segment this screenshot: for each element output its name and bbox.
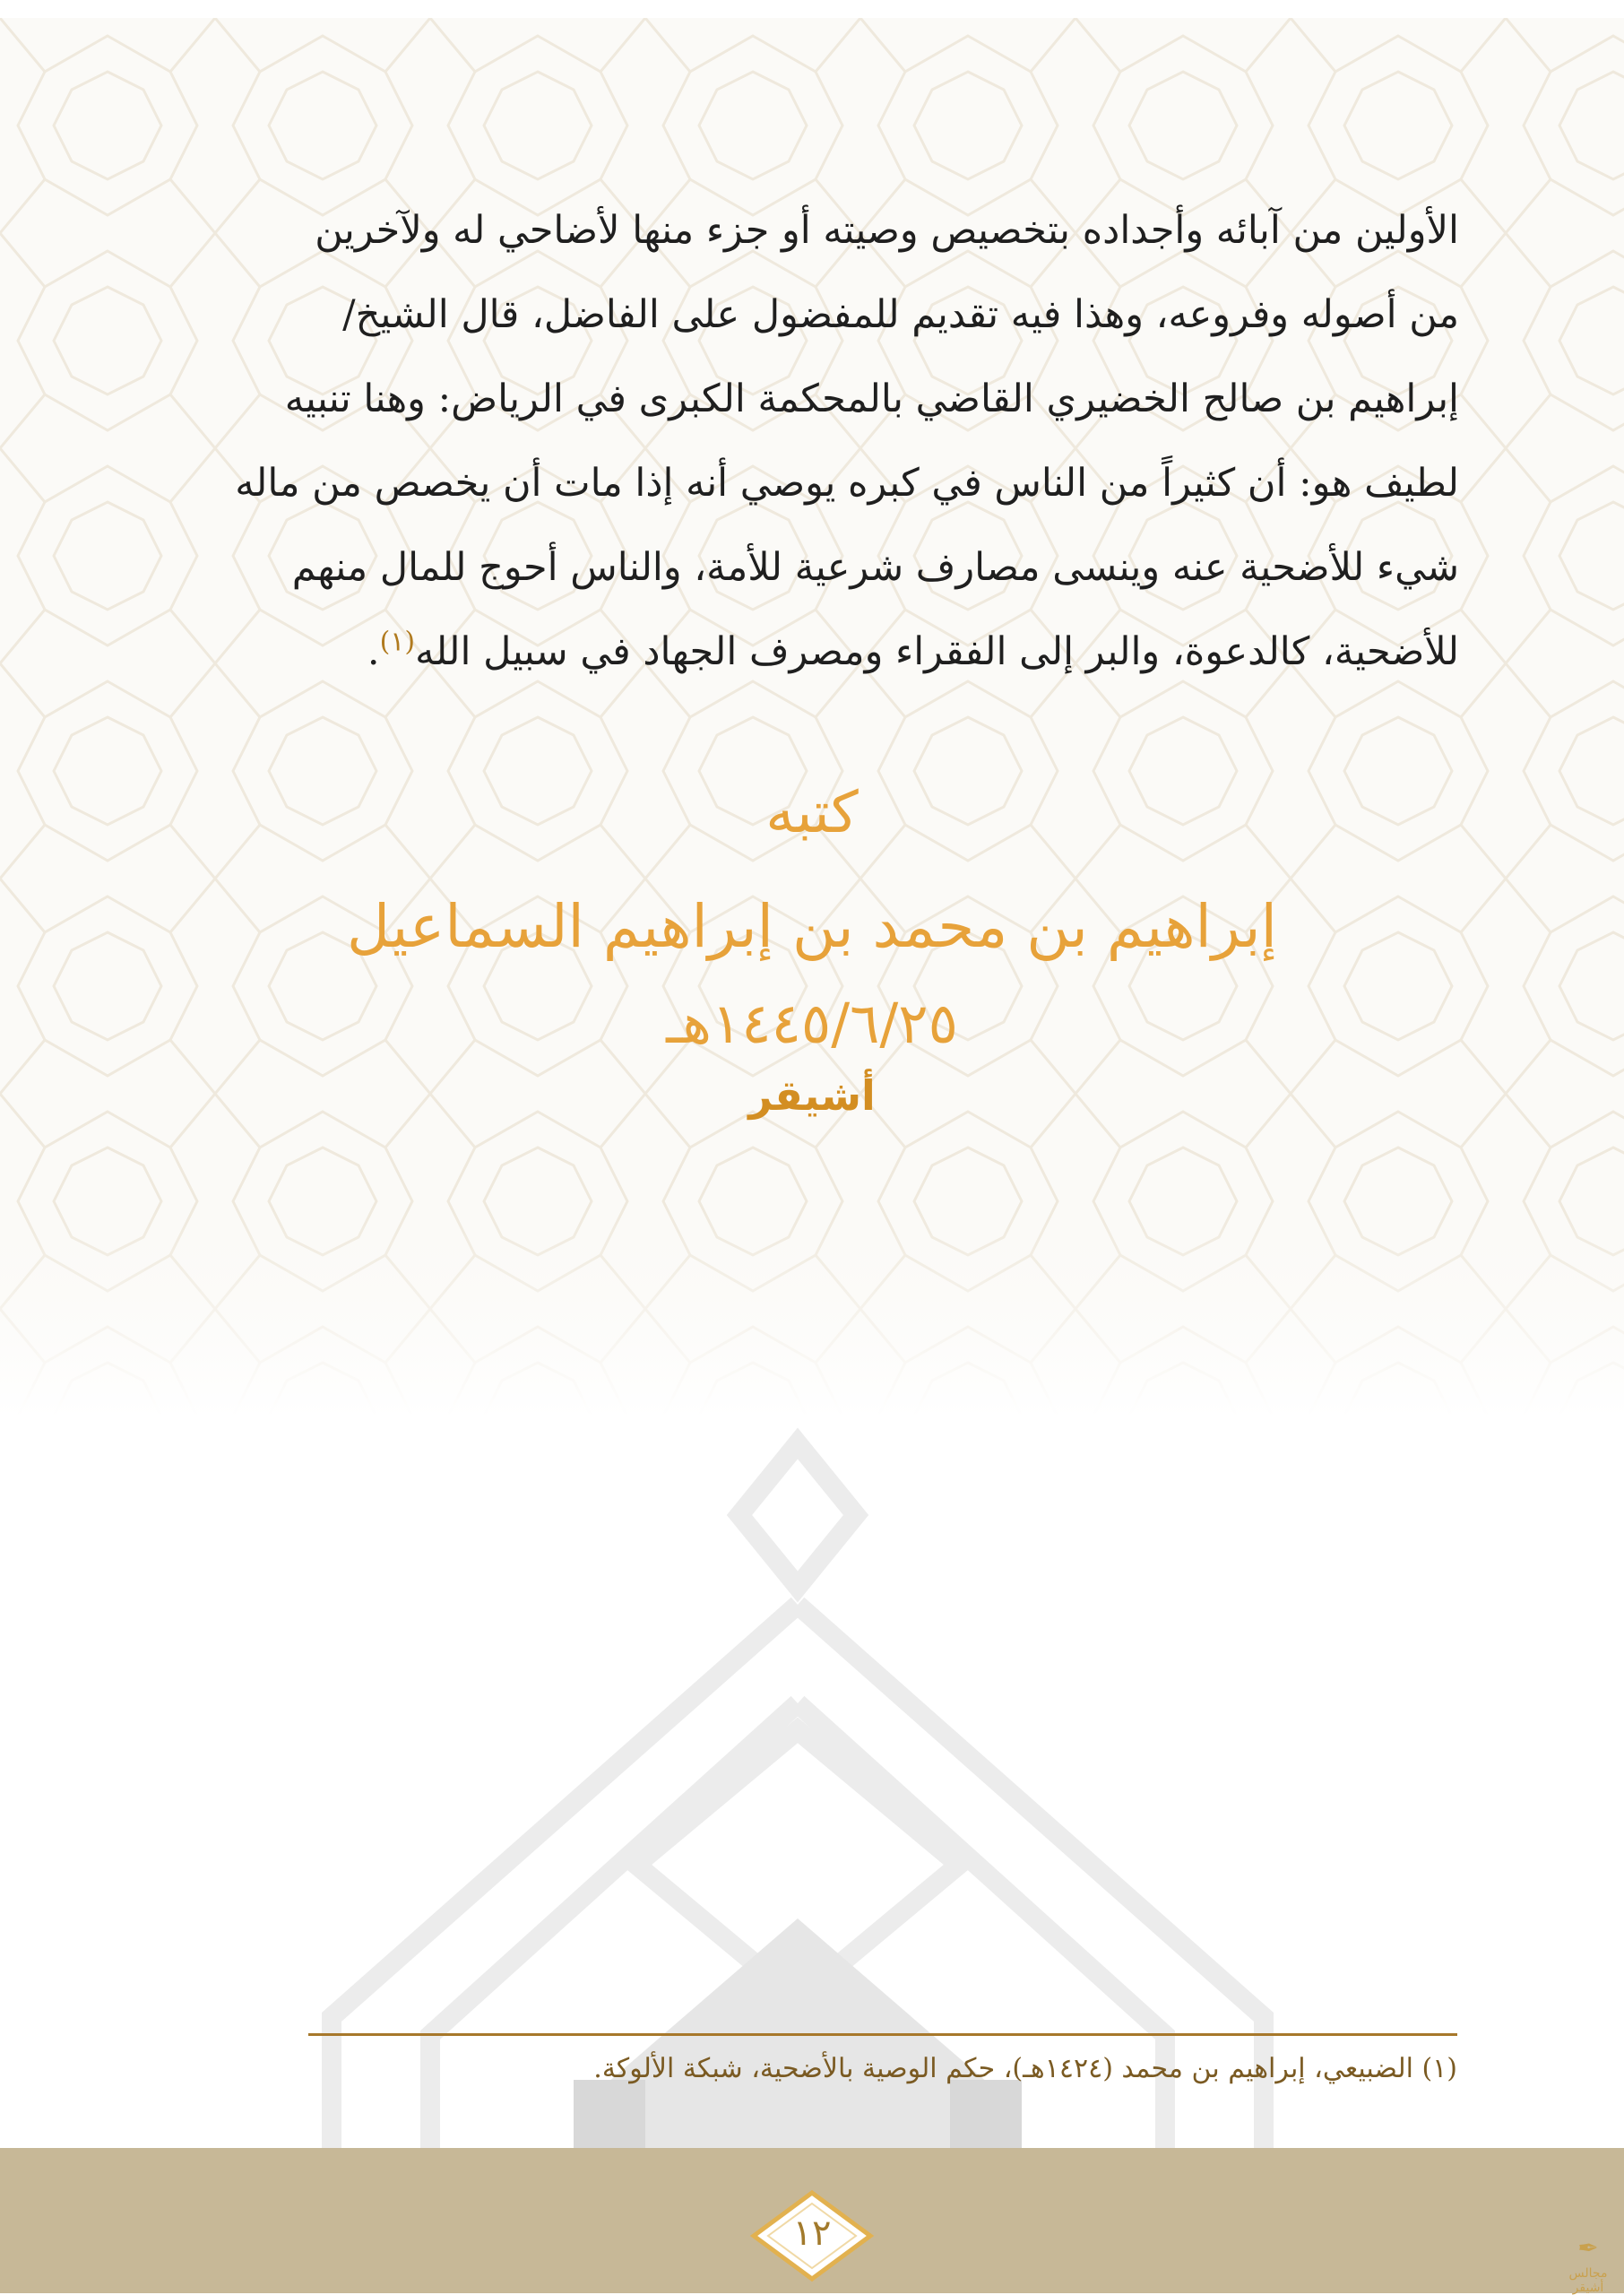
closing-period: . xyxy=(367,629,380,674)
paragraph-line: إبراهيم بن صالح الخضيري القاضي بالمحكمة الكبرى في الرياض: وهنا تنبيه xyxy=(284,377,1459,421)
footnote-reference[interactable]: (١) xyxy=(379,626,416,658)
publisher-name: مجالس أشيقر xyxy=(1568,2266,1608,2295)
pen-feather-icon: ✒ xyxy=(1577,2233,1599,2263)
paragraph-line-text: للأضحية، كالدعوة، والبر إلى الفقراء ومصرف الجهاد في سبيل الله xyxy=(415,629,1459,674)
paragraph-line: الأولين من آبائه وأجداده بتخصيص وصيته أو جزء منها لأضاحي له ولآخرين xyxy=(315,208,1459,253)
signature-date: ١٤٤٥/٦/٢٥هـ xyxy=(666,991,958,1056)
footnote-text: (١) الضبيعي، إبراهيم بن محمد (١٤٢٤هـ)، حكم الوصية بالأضحية، شبكة الألوكة. xyxy=(593,2053,1457,2084)
signature-place: أشيقر xyxy=(748,1071,876,1120)
paragraph-line: من أصوله وفروعه، وهذا فيه تقديم للمفضول على الفاضل، قال الشيخ/ xyxy=(342,292,1459,337)
signature-label: كتبه xyxy=(765,780,859,846)
paragraph-line-last xyxy=(168,610,1459,694)
publisher-logo xyxy=(1561,2230,1615,2293)
page-number: ١٢ xyxy=(792,2213,832,2254)
footnote-divider xyxy=(308,2033,1457,2036)
paragraph-line: لطيف هو: أن كثيراً من الناس في كبره يوصي أنه إذا مات أن يخصص من ماله xyxy=(235,461,1459,506)
paragraph-line: شيء للأضحية عنه وينسى مصارف شرعية للأمة، والناس أحوج للمال منهم xyxy=(291,545,1459,590)
signature-author: إبراهيم بن محمد بن إبراهيم السماعيل xyxy=(347,892,1277,961)
body-paragraph xyxy=(168,188,1459,694)
